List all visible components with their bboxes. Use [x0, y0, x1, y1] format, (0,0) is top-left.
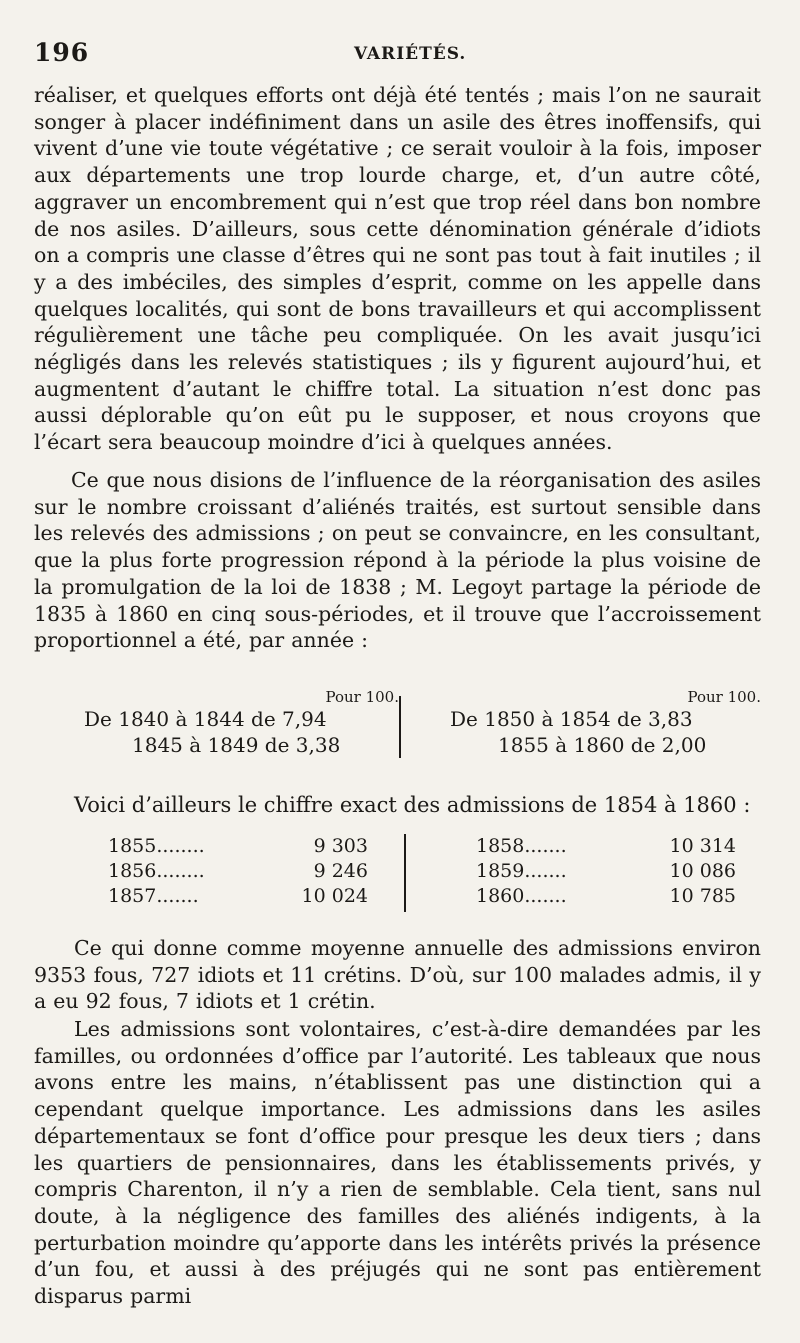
admissions-row — [108, 859, 368, 884]
rate-row: De 1840 à 1844 de 7,94 — [84, 707, 327, 731]
paragraph-3: Ce qui donne comme moyenne annuelle des admissions environ 9353 fous, 727 idiots et 11 crétins. D’où, sur 100 malades admis, il y a eu 92 fous, 7 idiots et 1 crétin. — [34, 936, 761, 1014]
admissions-row — [476, 834, 736, 859]
admissions-count: 10 785 — [669, 885, 736, 907]
admissions-intro: Voici d’ailleurs le chiffre exact des admissions de 1854 à 1860 : — [74, 793, 751, 817]
admissions-row — [108, 834, 368, 859]
page-number: 196 — [34, 38, 90, 67]
admissions-count: 10 024 — [301, 885, 368, 907]
column-divider — [404, 834, 406, 912]
admissions-year: 1855........ — [108, 835, 205, 857]
admissions-count: 10 314 — [669, 835, 736, 857]
paragraph-1: réaliser, et quelques efforts ont déjà été tentés ; mais l’on ne saurait songer à placer indéfiniment dans un asile des êtres inoffensifs, qui vivent d’une vie toute végétative ; ce serait vouloir à la fois, imposer aux départements une trop lourde charge, et, d’un autre côté, aggraver un encombrement qui n’est que trop réel dans bon nombre de nos asiles. D’ailleurs, sous cette dénomination générale d’idiots on a compris une classe d’êtres qui ne sont pas tout à fait inutiles ; il y a des imbéciles, des simples d’esprit, comme on les appelle dans quelques localités, qui sont de bons travailleurs et qui accomplissent régulièrement une tâche peu compliquée. On les avait jusqu’ici négligés dans les relevés statistiques ; ils y figurent aujourd’hui, et augmentent d’autant le chiffre total. La situation n’est donc pas aussi déplorable qu’on eût pu le supposer, et nous croyons que l’écart sera beaucoup moindre d’ici à quelques années. — [34, 83, 761, 455]
rate-column-right — [450, 688, 761, 758]
admissions-count: 10 086 — [669, 860, 736, 882]
column-divider — [399, 696, 401, 758]
growth-rate-table — [34, 688, 761, 758]
unit-label: Pour 100. — [687, 688, 761, 706]
admissions-row — [476, 884, 736, 909]
page-header — [34, 38, 760, 78]
admissions-row — [108, 884, 368, 909]
rate-row: 1845 à 1849 de 3,38 — [132, 733, 341, 757]
admissions-year: 1859....... — [476, 860, 567, 882]
admissions-count: 9 246 — [313, 860, 368, 882]
running-title: VARIÉTÉS. — [354, 44, 467, 64]
rate-row: De 1850 à 1854 de 3,83 — [450, 707, 693, 731]
admissions-year: 1860....... — [476, 885, 567, 907]
admissions-row — [476, 859, 736, 884]
admissions-year: 1858....... — [476, 835, 567, 857]
paragraph-2: Ce que nous disions de l’influence de la réorganisation des asiles sur le nombre croissant d’aliénés traités, est surtout sensible dans les relevés des admissions ; on peut se convaincre, en les consultant, que la plus forte progression répond à la période la plus voisine de la promulgation de la loi de 1838 ; M. Legoyt partage la période de 1835 à 1860 en cinq sous-périodes, et il trouve que l’accroissement proportionnel a été, par année : — [34, 468, 761, 653]
rate-column-left — [84, 688, 399, 758]
admissions-year: 1857....... — [108, 885, 199, 907]
rate-row: 1855 à 1860 de 2,00 — [498, 733, 707, 757]
unit-label: Pour 100. — [325, 688, 399, 706]
admissions-column-right — [476, 834, 736, 909]
admissions-count: 9 303 — [313, 835, 368, 857]
admissions-year: 1856........ — [108, 860, 205, 882]
admissions-column-left — [108, 834, 368, 909]
paragraph-4: Les admissions sont volontaires, c’est-à-dire demandées par les familles, ou ordonnées d’office par l’autorité. Les tableaux que nous avons entre les mains, n’établissent pas une distinction qui a cependant quelque importance. Les admissions dans les asiles départementaux se font d’office pour presque les deux tiers ; dans les quartiers de pensionnaires, dans les établissements privés, y compris Charenton, il n’y a rien de semblable. Cela tient, sans nul doute, à la négligence des familles des aliénés indigents, à la perturbation moindre qu’apporte dans les intérêts privés la présence d’un fou, et aussi à des préjugés qui ne sont pas entièrement disparus parmi — [34, 1017, 761, 1309]
admissions-table — [34, 834, 761, 912]
